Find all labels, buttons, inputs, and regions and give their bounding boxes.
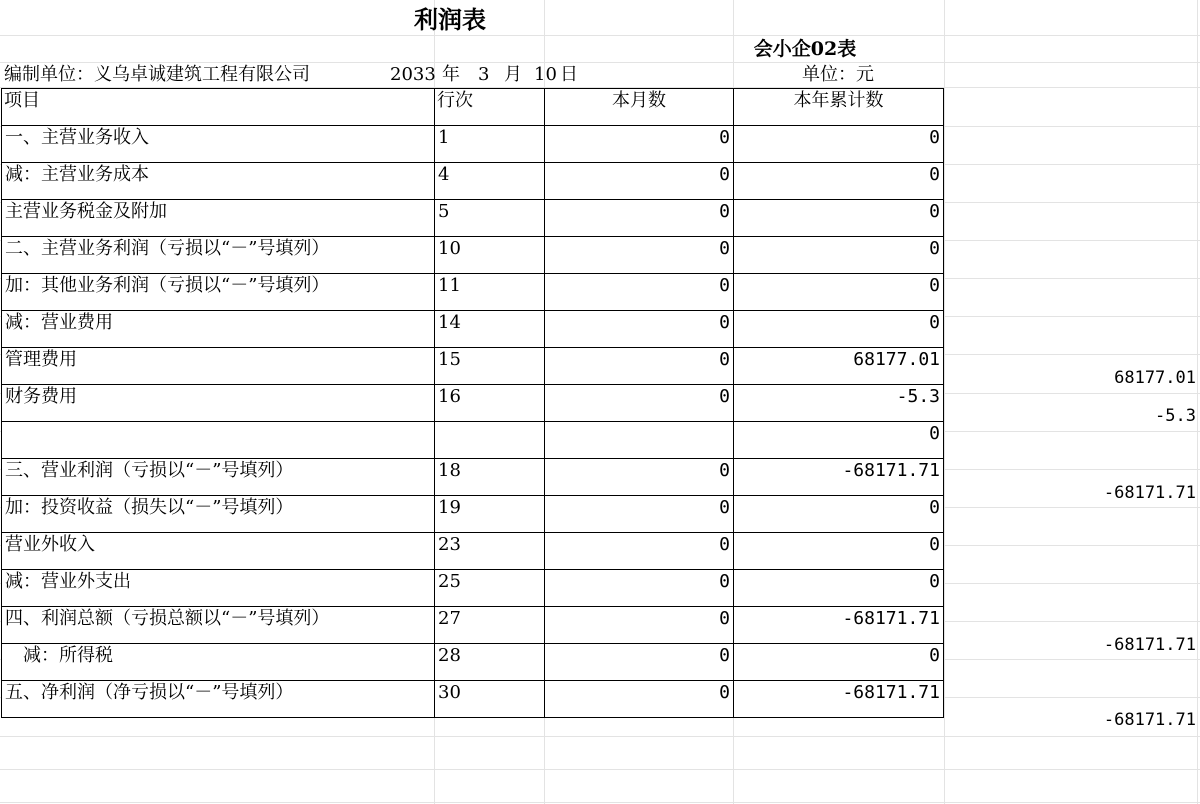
line-number-cell[interactable]: 15 — [435, 348, 545, 385]
line-number-cell[interactable]: 18 — [435, 459, 545, 496]
item-cell[interactable]: 四、利润总额（亏损总额以“－”号填列） — [2, 607, 435, 644]
item-cell[interactable]: 营业外收入 — [2, 533, 435, 570]
current-month-cell[interactable]: 0 — [545, 607, 734, 644]
date-year-unit: 年 — [442, 64, 460, 85]
table-header-row — [2, 89, 944, 126]
table-row — [2, 163, 944, 200]
current-month-cell[interactable]: 0 — [545, 644, 734, 681]
line-number-cell[interactable]: 28 — [435, 644, 545, 681]
line-number-cell[interactable]: 5 — [435, 200, 545, 237]
company-label: 编制单位：义乌卓诚建筑工程有限公司 — [4, 64, 310, 85]
grid-line — [0, 736, 1200, 737]
header-ytd[interactable]: 本年累计数 — [734, 89, 944, 126]
item-cell[interactable]: 主营业务税金及附加 — [2, 200, 435, 237]
item-cell[interactable]: 三、营业利润（亏损以“－”号填列） — [2, 459, 435, 496]
header-line[interactable]: 行次 — [435, 89, 545, 126]
current-month-cell[interactable]: 0 — [545, 459, 734, 496]
item-cell[interactable]: 二、主营业务利润（亏损以“－”号填列） — [2, 237, 435, 274]
current-month-cell[interactable]: 0 — [545, 237, 734, 274]
line-number-cell[interactable]: 11 — [435, 274, 545, 311]
table-row — [2, 126, 944, 163]
line-number-cell[interactable]: 14 — [435, 311, 545, 348]
form-number: 会小企02表 — [753, 38, 857, 60]
year-to-date-cell[interactable]: 68177.01 — [734, 348, 944, 385]
table-row — [2, 496, 944, 533]
item-cell[interactable]: 减：主营业务成本 — [2, 163, 435, 200]
line-number-cell[interactable]: 27 — [435, 607, 545, 644]
year-to-date-cell[interactable]: 0 — [734, 126, 944, 163]
item-cell[interactable]: 五、净利润（净亏损以“－”号填列） — [2, 681, 435, 718]
grid-line — [944, 0, 945, 804]
item-cell[interactable]: 减：营业费用 — [2, 311, 435, 348]
income-statement-table — [1, 88, 944, 718]
item-cell[interactable]: 减：所得税 — [2, 644, 435, 681]
table-body — [2, 126, 944, 718]
year-to-date-cell[interactable]: -68171.71 — [734, 607, 944, 644]
year-to-date-cell[interactable]: 0 — [734, 311, 944, 348]
date-year: 2033 — [390, 64, 436, 85]
current-month-cell[interactable] — [545, 422, 734, 459]
table-row — [2, 422, 944, 459]
line-number-cell[interactable]: 4 — [435, 163, 545, 200]
grid-line — [0, 802, 1200, 803]
item-cell[interactable]: 管理费用 — [2, 348, 435, 385]
side-value[interactable]: -68171.71 — [1103, 483, 1196, 503]
year-to-date-cell[interactable]: 0 — [734, 533, 944, 570]
line-number-cell[interactable] — [435, 422, 545, 459]
table-row — [2, 200, 944, 237]
year-to-date-cell[interactable]: 0 — [734, 274, 944, 311]
line-number-cell[interactable]: 25 — [435, 570, 545, 607]
table-row — [2, 644, 944, 681]
line-number-cell[interactable]: 10 — [435, 237, 545, 274]
item-cell[interactable] — [2, 422, 435, 459]
line-number-cell[interactable]: 30 — [435, 681, 545, 718]
date-month-unit: 月 — [504, 64, 522, 85]
line-number-cell[interactable]: 19 — [435, 496, 545, 533]
table-row — [2, 348, 944, 385]
year-to-date-cell[interactable]: 0 — [734, 237, 944, 274]
item-cell[interactable]: 加：其他业务利润（亏损以“－”号填列） — [2, 274, 435, 311]
year-to-date-cell[interactable]: 0 — [734, 163, 944, 200]
item-cell[interactable]: 财务费用 — [2, 385, 435, 422]
header-month[interactable]: 本月数 — [545, 89, 734, 126]
unit-label: 单位：元 — [802, 64, 874, 85]
table-row — [2, 311, 944, 348]
year-to-date-cell[interactable]: -68171.71 — [734, 459, 944, 496]
current-month-cell[interactable]: 0 — [545, 200, 734, 237]
table-row — [2, 237, 944, 274]
current-month-cell[interactable]: 0 — [545, 533, 734, 570]
grid-line — [0, 769, 1200, 770]
side-value[interactable]: -5.3 — [1155, 406, 1196, 426]
year-to-date-cell[interactable]: -68171.71 — [734, 681, 944, 718]
date-day-unit: 日 — [560, 64, 578, 85]
table-row — [2, 385, 944, 422]
current-month-cell[interactable]: 0 — [545, 385, 734, 422]
current-month-cell[interactable]: 0 — [545, 496, 734, 533]
side-value[interactable]: -68171.71 — [1103, 710, 1196, 730]
table-row — [2, 681, 944, 718]
line-number-cell[interactable]: 16 — [435, 385, 545, 422]
year-to-date-cell[interactable]: -5.3 — [734, 385, 944, 422]
grid-line — [1197, 0, 1198, 804]
line-number-cell[interactable]: 23 — [435, 533, 545, 570]
table-row — [2, 274, 944, 311]
year-to-date-cell[interactable]: 0 — [734, 200, 944, 237]
current-month-cell[interactable]: 0 — [545, 274, 734, 311]
date-day: 10 — [534, 64, 557, 85]
item-cell[interactable]: 一、主营业务收入 — [2, 126, 435, 163]
header-item[interactable]: 项目 — [2, 89, 435, 126]
table-row — [2, 607, 944, 644]
table-row — [2, 570, 944, 607]
item-cell[interactable]: 加：投资收益（损失以“－”号填列） — [2, 496, 435, 533]
current-month-cell[interactable]: 0 — [545, 348, 734, 385]
line-number-cell[interactable]: 1 — [435, 126, 545, 163]
current-month-cell[interactable]: 0 — [545, 570, 734, 607]
current-month-cell[interactable]: 0 — [545, 681, 734, 718]
report-title: 利润表 — [414, 5, 486, 34]
table-row — [2, 533, 944, 570]
side-value[interactable]: 68177.01 — [1114, 368, 1196, 388]
current-month-cell[interactable]: 0 — [545, 311, 734, 348]
year-to-date-cell[interactable]: 0 — [734, 496, 944, 533]
year-to-date-cell[interactable]: 0 — [734, 570, 944, 607]
table-row — [2, 459, 944, 496]
year-to-date-cell[interactable]: 0 — [734, 644, 944, 681]
item-cell[interactable]: 减：营业外支出 — [2, 570, 435, 607]
side-value[interactable]: -68171.71 — [1103, 635, 1196, 655]
current-month-cell[interactable]: 0 — [545, 126, 734, 163]
year-to-date-cell[interactable]: 0 — [734, 422, 944, 459]
current-month-cell[interactable]: 0 — [545, 163, 734, 200]
date-month: 3 — [478, 64, 490, 85]
grid-line — [0, 35, 1200, 36]
